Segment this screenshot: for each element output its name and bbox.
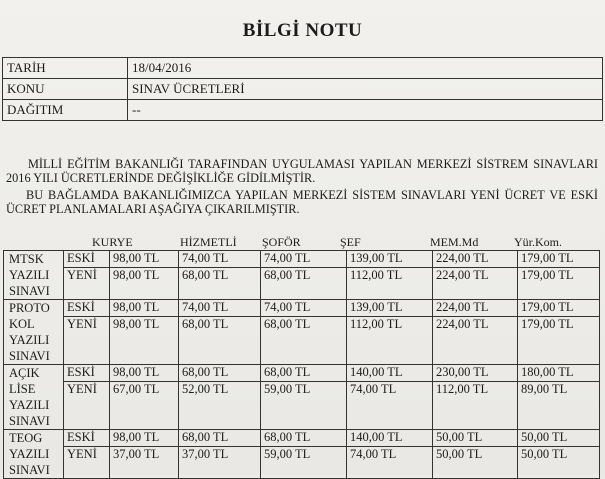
fee-type: YENİ	[64, 381, 110, 430]
column-header-yur: Yür.Kom.	[514, 235, 562, 249]
exam-name-line: KOL	[9, 317, 35, 331]
fee-sef: 74,00 TL	[347, 446, 433, 478]
exam-name-teog	[4, 430, 64, 479]
fee-row	[4, 316, 600, 365]
fee-sofor: 68,00 TL	[261, 267, 347, 299]
exam-name-line: PROTO	[9, 301, 50, 315]
exam-name-line: LİSE	[9, 382, 36, 396]
column-header-sef: ŞEF	[340, 235, 361, 249]
meta-table	[2, 57, 603, 121]
fee-sofor: 59,00 TL	[261, 381, 347, 430]
column-header-mem: MEM.Md	[430, 235, 479, 249]
meta-value: 18/04/2016	[128, 58, 603, 79]
fee-yur: 50,00 TL	[518, 446, 600, 478]
exam-name-acik-lise	[4, 365, 64, 430]
fee-row	[4, 430, 600, 447]
fee-kurye: 98,00 TL	[110, 267, 179, 299]
fee-hizmetli: 74,00 TL	[179, 251, 261, 268]
exam-name-line: SINAVI	[9, 463, 50, 477]
meta-row-date	[3, 58, 603, 79]
fee-kurye: 98,00 TL	[110, 251, 179, 268]
fee-type: ESKİ	[64, 251, 110, 268]
fee-kurye: 67,00 TL	[110, 381, 179, 430]
fee-mem: 224,00 TL	[433, 267, 518, 299]
exam-name-line: YAZILI	[9, 398, 50, 412]
fee-kurye: 98,00 TL	[110, 365, 179, 382]
fee-type: ESKİ	[64, 365, 110, 382]
fee-row	[4, 446, 600, 478]
fee-sofor: 68,00 TL	[261, 365, 347, 382]
fee-yur: 179,00 TL	[518, 267, 600, 299]
fee-row	[4, 381, 600, 430]
exam-name-line: SINAVI	[9, 349, 50, 363]
meta-row-distribution	[3, 100, 603, 121]
fee-type: ESKİ	[64, 300, 110, 317]
fee-sef: 74,00 TL	[347, 381, 433, 430]
meta-key: KONU	[3, 79, 128, 100]
exam-name-line: SINAVI	[9, 284, 50, 298]
fee-sef: 139,00 TL	[347, 300, 433, 317]
fee-sofor: 74,00 TL	[261, 251, 347, 268]
fee-kurye: 98,00 TL	[110, 300, 179, 317]
exam-name-line: YAZILI	[9, 268, 50, 282]
fee-yur: 179,00 TL	[518, 300, 600, 317]
intro-paragraph: MİLLİ EĞİTİM BAKANLIĞI TARAFINDAN UYGULAMASI YAPILAN MERKEZİ SİSTREM SINAVLARI 2016 YILI ÜCRETLERİNDE DEĞİŞİKLİĞE GİDİLMİŞTİR.	[6, 157, 598, 185]
fee-type: YENİ	[64, 316, 110, 365]
fee-table	[3, 250, 600, 479]
fee-row	[4, 300, 600, 317]
exam-name-protokol	[4, 300, 64, 365]
fee-mem: 224,00 TL	[433, 251, 518, 268]
fee-row	[4, 365, 600, 382]
fee-type: YENİ	[64, 267, 110, 299]
fee-sofor: 68,00 TL	[261, 430, 347, 447]
fee-yur: 50,00 TL	[518, 430, 600, 447]
exam-name-line: AÇIK	[9, 366, 40, 380]
fee-mem: 224,00 TL	[433, 316, 518, 365]
fee-mem: 230,00 TL	[433, 365, 518, 382]
fee-yur: 179,00 TL	[518, 251, 600, 268]
meta-value: --	[128, 100, 603, 121]
fee-yur: 179,00 TL	[518, 316, 600, 365]
fee-mem: 112,00 TL	[433, 381, 518, 430]
fee-row	[4, 267, 600, 299]
fee-hizmetli: 52,00 TL	[179, 381, 261, 430]
exam-name-line: TEOG	[9, 431, 43, 445]
detail-paragraph: BU BAĞLAMDA BAKANLIĞIMIZCA YAPILAN MERKEZİ SİSTEM SINAVLARI YENİ ÜCRET VE ESKİ ÜCRET PLANLAMALARI AŞAĞIYA ÇIKARILMIŞTIR.	[6, 188, 598, 216]
exam-name-line: YAZILI	[9, 447, 50, 461]
fee-hizmetli: 74,00 TL	[179, 300, 261, 317]
fee-hizmetli: 68,00 TL	[179, 430, 261, 447]
fee-mem: 50,00 TL	[433, 446, 518, 478]
fee-kurye: 37,00 TL	[110, 446, 179, 478]
document-title: BİLGİ NOTU	[242, 20, 363, 41]
exam-name-line: YAZILI	[9, 333, 50, 347]
fee-sef: 140,00 TL	[347, 365, 433, 382]
fee-type: YENİ	[64, 446, 110, 478]
fee-hizmetli: 68,00 TL	[179, 316, 261, 365]
column-header-hizmetli: HİZMETLİ	[180, 235, 237, 249]
fee-mem: 224,00 TL	[433, 300, 518, 317]
fee-hizmetli: 68,00 TL	[179, 365, 261, 382]
fee-sef: 139,00 TL	[347, 251, 433, 268]
fee-kurye: 98,00 TL	[110, 316, 179, 365]
fee-type: ESKİ	[64, 430, 110, 447]
fee-hizmetli: 37,00 TL	[179, 446, 261, 478]
fee-sef: 140,00 TL	[347, 430, 433, 447]
fee-mem: 50,00 TL	[433, 430, 518, 447]
exam-name-line: MTSK	[9, 252, 44, 266]
fee-sofor: 74,00 TL	[261, 300, 347, 317]
fee-sofor: 59,00 TL	[261, 446, 347, 478]
fee-hizmetli: 68,00 TL	[179, 267, 261, 299]
meta-row-subject	[3, 79, 603, 100]
meta-key: TARİH	[3, 58, 128, 79]
fee-yur: 180,00 TL	[518, 365, 600, 382]
exam-name-mtsk	[4, 251, 64, 300]
fee-sef: 112,00 TL	[347, 316, 433, 365]
column-header-sofor: ŞOFÖR	[262, 235, 301, 249]
meta-value: SINAV ÜCRETLERİ	[128, 79, 603, 100]
fee-sofor: 68,00 TL	[261, 316, 347, 365]
exam-name-line: SINAVI	[9, 414, 50, 428]
fee-kurye: 98,00 TL	[110, 430, 179, 447]
fee-sef: 112,00 TL	[347, 267, 433, 299]
fee-yur: 89,00 TL	[518, 381, 600, 430]
meta-key: DAĞITIM	[3, 100, 128, 121]
fee-row	[4, 251, 600, 268]
column-header-kurye: KURYE	[92, 235, 133, 249]
